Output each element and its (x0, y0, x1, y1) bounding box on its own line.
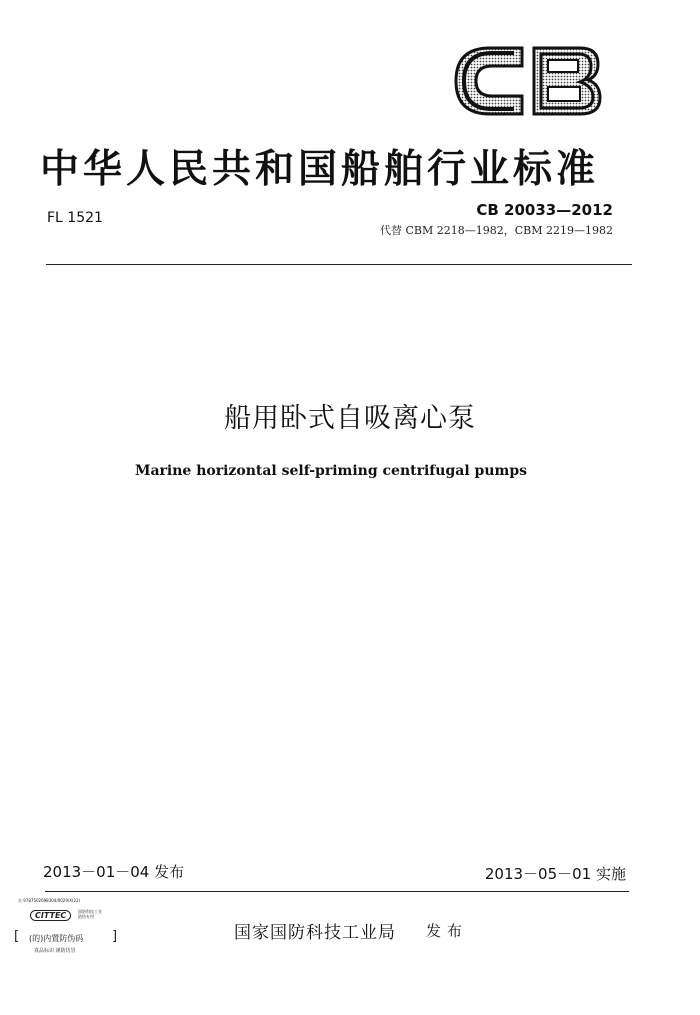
publish-label: 发布 (426, 922, 469, 940)
stamp-side-text: 国防科技工业 防伪专用 (78, 909, 102, 919)
publisher-name: 国家国防科技工业局 (234, 923, 396, 943)
stamp-serial-text: Ⓡ 9787502698304/0029/X(22) (18, 898, 81, 903)
header-divider (46, 264, 632, 265)
replaces-standards: 代替 CBM 2218—1982，CBM 2219—1982 (380, 224, 613, 237)
document-title-cn: 船用卧式自吸离心泵 (224, 403, 476, 434)
classification-code: FL 1521 (47, 210, 103, 226)
cb-logo (452, 42, 604, 120)
stamp-bottom-text: 真品标识 谨防仿冒 (34, 948, 76, 954)
anti-counterfeit-stamp (14, 898, 120, 956)
standard-series-title: 中华人民共和国船舶行业标准 (40, 147, 600, 192)
standard-number: CB 20033—2012 (476, 201, 613, 219)
stamp-left-bracket: [ (14, 929, 20, 944)
stamp-label: (的)内置防伪码 (29, 934, 84, 943)
implementation-date: 2013－05－01 实施 (484, 865, 626, 883)
stamp-brand: CITTEC (30, 910, 71, 921)
footer-divider (45, 891, 629, 892)
issue-date: 2013－01－04 发布 (43, 863, 185, 881)
stamp-right-bracket: ] (112, 929, 118, 944)
document-title-en: Marine horizontal self-priming centrifugal pumps (134, 463, 527, 479)
